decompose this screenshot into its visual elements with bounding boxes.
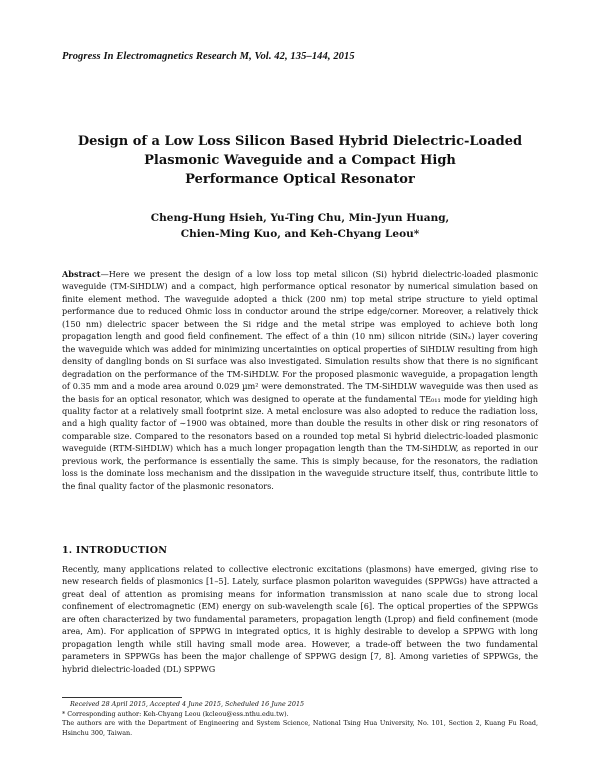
paper-title [62, 132, 538, 189]
section-heading-introduction: 1. INTRODUCTION [62, 545, 168, 556]
footnote-divider [62, 697, 182, 698]
affiliation-note: The authors are with the Department of Engineering and System Science, National Tsing Hua University, No. 101, Section 2, Kuang Fu Road, Hsinchu 300, Taiwan. [62, 719, 538, 737]
journal-header: Progress In Electromagnetics Research M, Vol. 42, 135–144, 2015 [62, 51, 355, 62]
title-line-1: Design of a Low Loss Silicon Based Hybrid Dielectric-Loaded [77, 134, 523, 149]
received-dates: Received 28 April 2015, Accepted 4 June 2015, Scheduled 16 June 2015 [70, 700, 305, 708]
corresponding-author-note: * Corresponding author: Keh-Chyang Leou (kcleou@ess.nthu.edu.tw). [62, 709, 289, 718]
author-list [62, 210, 538, 242]
footnotes [62, 700, 538, 738]
authors-line-2: Chien-Ming Kuo, and Keh-Chyang Leou* [180, 228, 420, 240]
title-line-3: Performance Optical Resonator [185, 172, 415, 187]
introduction-body [62, 563, 538, 675]
abstract [62, 268, 538, 492]
title-line-2: Plasmonic Waveguide and a Compact High [144, 153, 456, 168]
introduction-paragraph: Recently, many applications related to collective electronic excitations (plasmons) have emerged, giving rise to new research fields of plasmonics [1–5]. Lately, surface plasmon polariton waveguides (SPPWGs) have attracted a great deal of attention as promising means for information transmission at nano scale due to strong local confinement of electromagnetic (EM) energy on sub-wavelength scale [6]. The optical properties of the SPPWGs are often characterized by two fundamental parameters, propagation length (Lprop) and field confinement (mode area, Am). For application of SPPWG in integrated optics, it is highly desirable to develop a SPPWG with long propagation length while still having small mode area. However, a trade-off between the two fundamental parameters in SPPWGs has been the major challenge of SPPWG design [7, 8]. Among varieties of SPPWGs, the hybrid dielectric-loaded (DL) SPPWG [62, 564, 538, 674]
authors-line-1: Cheng-Hung Hsieh, Yu-Ting Chu, Min-Jyun Huang, [150, 212, 450, 224]
abstract-label: Abstract [62, 269, 101, 279]
abstract-text: —Here we present the design of a low loss top metal silicon (Si) hybrid dielectric-loaded plasmonic waveguide (TM-SiHDLW) and a compact, high performance optical resonator by numerical simulation based on finite element method. The waveguide adopted a thick (200 nm) top metal stripe structure to yield optimal performance due to reduced Ohmic loss in conductor around the stripe edge/corner. Moreover, a relatively thick (150 nm) dielectric spacer between the Si ridge and the metal stripe was employed to achieve both long propagation length and good field confinement. The effect of a thin (10 nm) silicon nitride (SiNₓ) layer covering the waveguide which was added for minimizing uncertainties on optical properties of SiHDLW resulting from high density of dangling bonds on Si surface was also investigated. Simulation results show that there is no significant degradation on the performance of the TM-SiHDLW. For the proposed plasmonic waveguide, a propagation length of 0.35 mm and a mode area around 0.029 µm² were demonstrated. The TM-SiHDLW waveguide was then used as the basis for an optical resonator, which was designed to operate at the fundamental TE₀₁₁ mode for yielding high quality factor at a relatively small footprint size. A metal enclosure was also adopted to reduce the radiation loss, and a high quality factor of ∼1900 was obtained, more than double the results in other disk or ring resonators of comparable size. Compared to the resonators based on a rounded top metal Si hybrid dielectric-loaded plasmonic waveguide (RTM-SiHDLW) which has a much longer propagation length than the TM-SiHDLW, as reported in our previous work, the performance is essentially the same. This is simply because, for the resonators, the radiation loss is the dominate loss mechanism and the dissipation in the waveguide structure itself, thus, contribute little to the final quality factor of the plasmonic resonators. [62, 269, 538, 491]
